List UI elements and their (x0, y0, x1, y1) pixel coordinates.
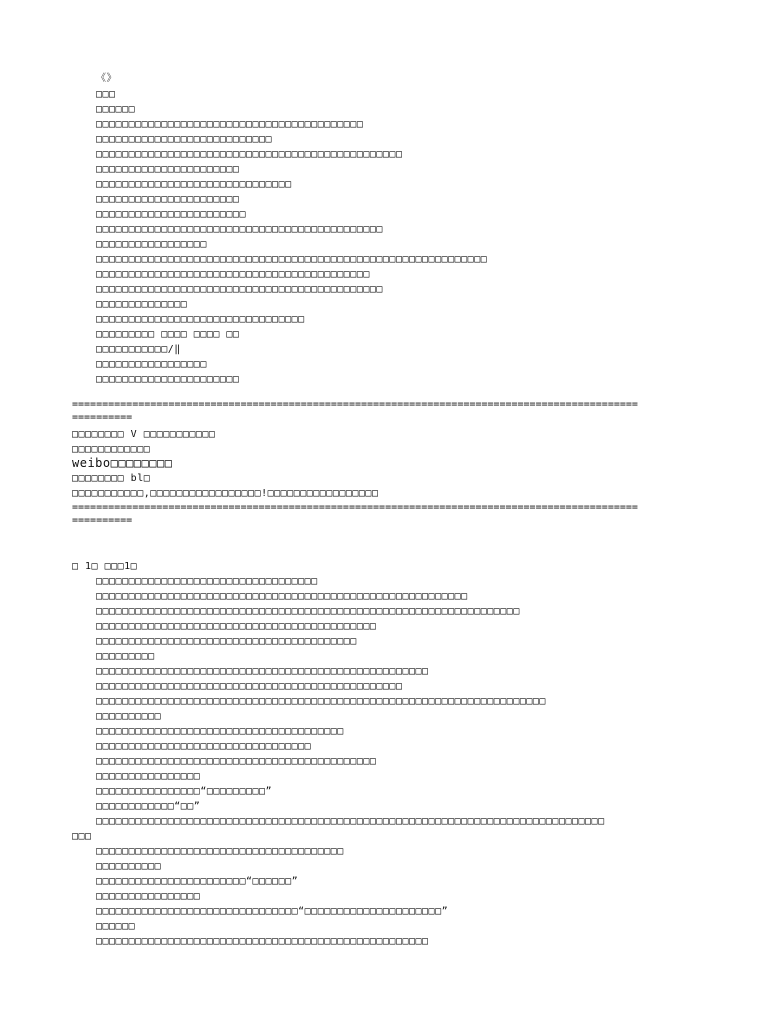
chapter-line: □□□□□□ (96, 921, 136, 932)
notice-line: □□□□□□□□ V □□□□□□□□□□□ (72, 429, 216, 440)
title-line: □□□□□□□□□□□□□□□□□□□□□□□□□□□□□□□□□□□□□□□□□□□□□□□□□□□□□□□□□□□□ (96, 254, 488, 265)
chapter-line: □□□□□□□□□□□□□□□□□□□□□□□□□□□□□□□□□□□□□□□□□□□ (96, 621, 377, 632)
title-line: □□□□□□□□□□□□□□ (96, 299, 188, 310)
separator-rule: ============================================================================================== (72, 502, 638, 513)
title-line: □□□□□□□□□□□□□□□□□□□□□□□□□□□□□□□□□□□□□□□□□□ (96, 269, 370, 280)
chapter-line: □□□□□□□□□□□□□□□□“□□□□□□□□□” (96, 786, 273, 797)
title-line: □□□□□□□□□□□□□□□□□□□□□□□□□□□□□□□□□□□□□□□□□ (96, 119, 364, 130)
chapter-line: □□□□□□□□□□ (96, 861, 162, 872)
title-line: □□□□□□□□□□□□□□□□□□□□□□ (96, 194, 240, 205)
chapter-line: □□□□□□□□□□□□□□□□□□□□□□□□□□□□□□□□□□□□□□ (96, 846, 344, 857)
chapter-line: □□□□□□□□□□□□□□□□□□□□□□□“□□□□□□” (96, 876, 299, 887)
title-line: □□□□□□□□□□□□□□□□□□□□□□ (96, 374, 240, 385)
separator-rule: ============================================================================================== (72, 399, 638, 410)
chapter-line: □□□□□□□□□□□□□□□□□□□□□□□□□□□□□□□□□□□□□□□□ (96, 636, 357, 647)
chapter-line: □□□□□□□□□□□□□□□□□□□□□□□□□□□□□□□□□□ (96, 576, 318, 587)
notice-line: □□□□□□□□ bl□ (72, 473, 151, 484)
title-line: □□□□□□□□□□□□□□□□□ (96, 359, 207, 370)
chapter-line: □□□□□□□□□□□□□□□□ (96, 771, 201, 782)
chapter-line: □□□□□□□□□□□□□□□□□□□□□□□□□□□□□□□“□□□□□□□□□□□□□□□□□□□□□” (96, 906, 449, 917)
chapter-line: □□□□□□□□□ (96, 651, 155, 662)
notice-line-weibo: weibo□□□□□□□□ (72, 456, 173, 470)
chapter-line: □□□□□□□□□□□□“□□” (96, 801, 201, 812)
chapter-line: □□□□□□□□□□□□□□□□□□□□□□□□□□□□□□□□□ (96, 741, 312, 752)
separator-rule-tail: ========== (72, 412, 133, 423)
chapter-line: □□□□□□□□□□□□□□□□□□□□□□□□□□□□□□□□□□□□□□□□□□□□□□□□□□□ (96, 936, 429, 947)
title-line: □□□□□□ (96, 104, 136, 115)
chapter-line: □□□□□□□□□□ (96, 711, 162, 722)
chapter-line-wrap: □□□ (72, 831, 92, 842)
title-line: □□□□□□□□□□□□□□□□□□□□□□□ (96, 209, 246, 220)
title-line: □□□□□□□□□ □□□□ □□□□ □□ (96, 329, 240, 340)
title-line: □□□ (96, 89, 116, 100)
notice-line: □□□□□□□□□□□□ (72, 444, 151, 455)
title-line: □□□□□□□□□□□□□□□□□□□□□□□□□□□□□□□□□□□□□□□□□□□□□□□ (96, 149, 403, 160)
title-line: □□□□□□□□□□□□□□□□□□□□□□□□□□□□□□□□□□□□□□□□□□□□ (96, 284, 383, 295)
title-line: □□□□□□□□□□□□□□□□□□□□□□□□□□□ (96, 134, 273, 145)
chapter-line: □□□□□□□□□□□□□□□□□□□□□□□□□□□□□□□□□□□□□□□□□□□□□□□□□□□□□□□□□□□□□□□□□ (96, 606, 520, 617)
notice-line: □□□□□□□□□□□,□□□□□□□□□□□□□□□□□!□□□□□□□□□□□□□□□□□ (72, 488, 379, 499)
title-line: □□□□□□□□□□□□□□□□□□□□□□ (96, 164, 240, 175)
chapter-line: □□□□□□□□□□□□□□□□ (96, 891, 201, 902)
title-line: □□□□□□□□□□□/‖ (96, 344, 181, 355)
chapter-line: □□□□□□□□□□□□□□□□□□□□□□□□□□□□□□□□□□□□□□□□□□□□□□□□□□□□□□□□□ (96, 591, 468, 602)
chapter-line: □□□□□□□□□□□□□□□□□□□□□□□□□□□□□□□□□□□□□□□□□□□ (96, 756, 377, 767)
chapter-line: □□□□□□□□□□□□□□□□□□□□□□□□□□□□□□□□□□□□□□□□□□□□□□□□□□□□□□□□□□□□□□□□□□□□□□□□□□□□□□ (96, 816, 605, 827)
title-line: □□□□□□□□□□□□□□□□□□□□□□□□□□□□□□□□□□□□□□□□□□□□ (96, 224, 383, 235)
chapter-line: □□□□□□□□□□□□□□□□□□□□□□□□□□□□□□□□□□□□□□□□□□□□□□□□□□□ (96, 666, 429, 677)
title-line: □□□□□□□□□□□□□□□□□□□□□□□□□□□□□□ (96, 179, 292, 190)
title-line: □□□□□□□□□□□□□□□□□ (96, 239, 207, 250)
chapter-line: □□□□□□□□□□□□□□□□□□□□□□□□□□□□□□□□□□□□□□ (96, 726, 344, 737)
separator-rule-tail: ========== (72, 515, 133, 526)
title-line: □□□□□□□□□□□□□□□□□□□□□□□□□□□□□□□□ (96, 314, 305, 325)
chapter-heading: □ 1□ □□□1□ (72, 561, 138, 572)
title-mark: 《》 (96, 73, 117, 84)
chapter-line: □□□□□□□□□□□□□□□□□□□□□□□□□□□□□□□□□□□□□□□□□□□□□□□□□□□□□□□□□□□□□□□□□□□□□ (96, 696, 546, 707)
chapter-line: □□□□□□□□□□□□□□□□□□□□□□□□□□□□□□□□□□□□□□□□□□□□□□□ (96, 681, 403, 692)
